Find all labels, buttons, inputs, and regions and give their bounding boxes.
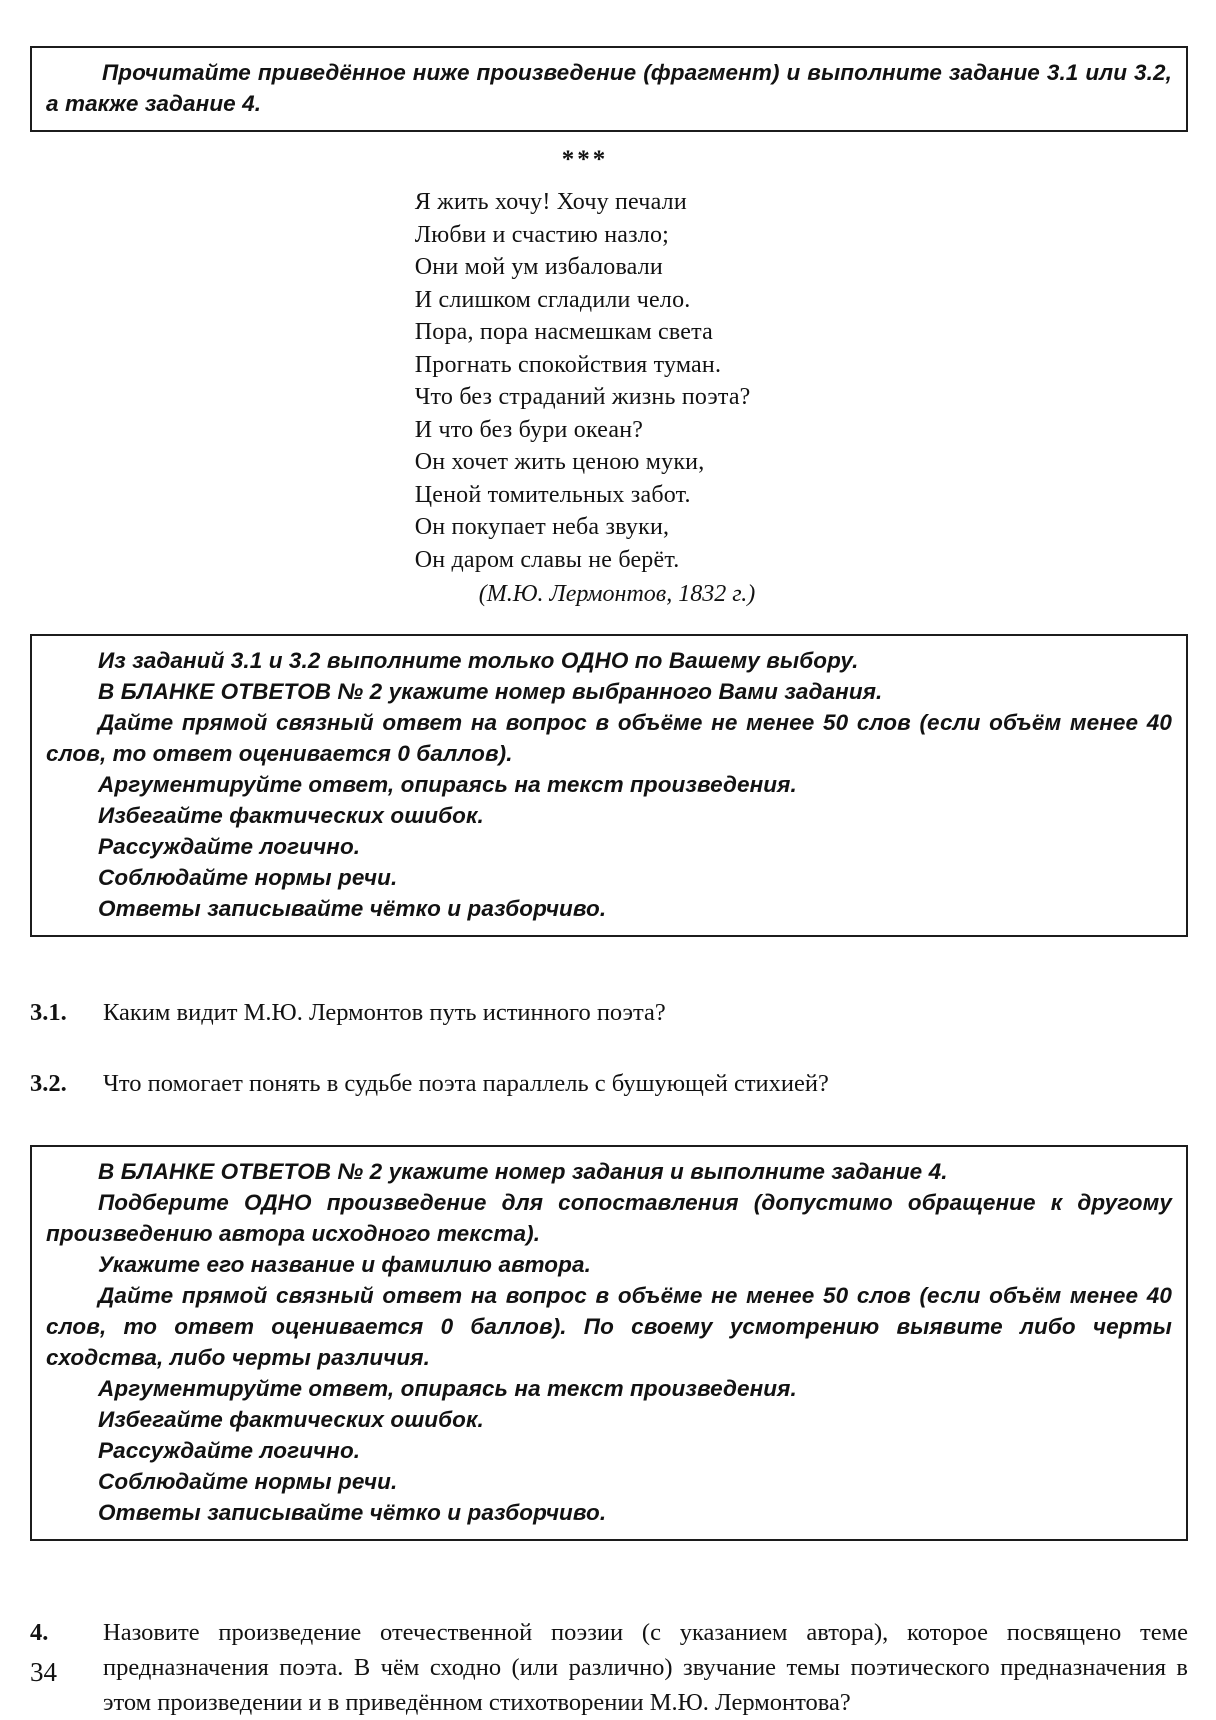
poem-line: Ценой томительных забот. [414, 481, 691, 508]
question-number: 3.1. [30, 999, 67, 1026]
instruction-paragraph: Аргументируйте ответ, опираясь на текст произведения. [98, 772, 797, 797]
question-number: 3.2. [30, 1070, 67, 1097]
poem-line: Он покупает неба звуки, [414, 514, 670, 540]
instruction-paragraph: В БЛАНКЕ ОТВЕТОВ № 2 укажите номер задания и выполните задание 4. [98, 1159, 948, 1184]
poem-line: Пора, пора насмешкам света [414, 319, 713, 345]
instruction-paragraph: Из заданий 3.1 и 3.2 выполните только ОДНО по Вашему выбору. [98, 648, 859, 673]
instruction-paragraph: Рассуждайте логично. [98, 1438, 361, 1463]
instruction-paragraph: В БЛАНКЕ ОТВЕТОВ № 2 укажите номер выбранного Вами задания. [98, 679, 883, 704]
poem-line: Они мой ум избаловали [414, 254, 663, 280]
instruction-paragraph: Ответы записывайте чётко и разборчиво. [98, 896, 607, 921]
instruction-paragraph: Аргументируйте ответ, опираясь на текст произведения. [98, 1376, 797, 1401]
poem-line: И что без бури океан? [414, 416, 644, 443]
instruction-paragraph: Избегайте фактических ошибок. [98, 803, 484, 828]
poem-line: Прогнать спокойствия туман. [414, 351, 722, 378]
instruction-paragraph: Избегайте фактических ошибок. [98, 1407, 484, 1432]
poem-header-asterisks: *** [561, 146, 609, 173]
poem-line: Он хочет жить ценою муки, [414, 449, 705, 475]
question-number: 4. [30, 1619, 49, 1646]
instruction-paragraph: Соблюдайте нормы речи. [98, 1469, 398, 1494]
intro-instruction-text: Прочитайте приведённое ниже произведение (фрагмент) и выполните задание 3.1 или 3.2, а также задание 4. [46, 60, 1172, 116]
poem-line: Он даром славы не берёт. [414, 546, 680, 573]
instruction-paragraph: Дайте прямой связный ответ на вопрос в объёме не менее 50 слов (если объём менее 40 слов, то ответ оценивается 0 баллов). [46, 710, 1172, 766]
task3-instruction-box [30, 634, 1188, 937]
poem-attribution: (М.Ю. Лермонтов, 1832 г.) [478, 581, 756, 607]
instruction-paragraph: Рассуждайте логично. [98, 834, 361, 859]
page-number: 34 [30, 1657, 57, 1687]
question-text: Что помогает понять в судьбе поэта параллель с бушующей стихией? [103, 1070, 829, 1097]
question-3-2 [30, 1066, 1188, 1101]
instruction-paragraph: Ответы записывайте чётко и разборчиво. [98, 1500, 607, 1525]
question-text: Назовите произведение отечественной поэзии (с указанием автора), которое посвящено теме предназначения поэта. В чём сходно (или различно) звучание темы поэтического предназначения в этом произведении и в приведённом стихотворении М.Ю. Лермонтова? [103, 1619, 1188, 1716]
intro-instruction-box [30, 46, 1188, 132]
poem-line: И слишком сгладили чело. [414, 286, 691, 313]
task4-instruction-box [30, 1145, 1188, 1541]
question-text: Каким видит М.Ю. Лермонтов путь истинного поэта? [103, 999, 666, 1026]
instruction-paragraph: Дайте прямой связный ответ на вопрос в объёме не менее 50 слов (если объём менее 40 слов, то ответ оценивается 0 баллов). По своему усмотрению выявите либо черты сходства, либо черты различия. [46, 1283, 1172, 1370]
poem-block [415, 146, 755, 608]
question-3-1 [30, 995, 1188, 1030]
instruction-paragraph: Укажите его название и фамилию автора. [98, 1252, 591, 1277]
poem-line: Я жить хочу! Хочу печали [414, 189, 687, 215]
instruction-paragraph: Соблюдайте нормы речи. [98, 865, 398, 890]
instruction-paragraph: Подберите ОДНО произведение для сопоставления (допустимо обращение к другому произведению автора исходного текста). [46, 1190, 1172, 1246]
poem-line: Что без страданий жизнь поэта? [414, 384, 751, 410]
question-4 [30, 1615, 1188, 1720]
poem-lines [415, 186, 755, 576]
poem-line: Любви и счастию назло; [414, 221, 670, 248]
